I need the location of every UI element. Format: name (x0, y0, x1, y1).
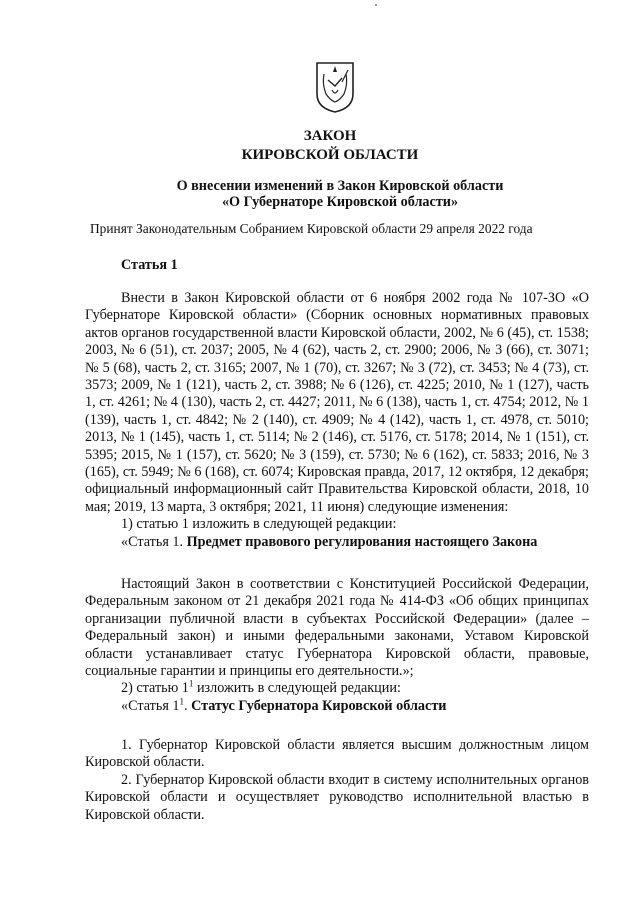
region-title: КИРОВСКОЙ ОБЛАСТИ (241, 147, 419, 163)
amendment-intro: Внести в Закон Кировской области от 6 ноября 2002 года № 107-ЗО «О Губернаторе Кировской области» (Сборник основных нормативных правовых актов органов государственной власти Кировской области, 2002, № 6 (45), ст. 1538; 2003, № 6 (51), ст. 2037; 2005, № 4 (62), часть 2, ст. 2900; 2006, № 3 (66), ст. 3071; № 5 (68), часть 2, ст. 3165; 2007, № 1 (70), ст. 3267; № 3 (72), ст. 3453; № 4 (73), ст. 3573; 2009, № 1 (121), часть 2, ст. 3988; № 6 (126), ст. 4225; 2010, № 1 (127), часть 1, ст. 4261; № 4 (130), часть 2, ст. 4427; 2011, № 6 (138), часть 1, ст. 4754; 2012, № 1 (139), часть 1, ст. 4842; № 2 (140), ст. 4909; № 4 (142), часть 1, ст. 4978, ст. 5010; 2013, № 1 (145), часть 1, ст. 5114; № 2 (146), ст. 5176, ст. 5178; 2014, № 1 (151), ст. 5395; 2015, № 1 (157), ст. 5620; № 3 (159), ст. 5730; № 6 (162), ст. 5833; 2016, № 3 (165), ст. 5949; № 6 (168), ст. 6074; Кировская правда, 2017, 12 октября, 12 декабря; официальный информационный сайт Правительства Кировской области, 2018, 10 мая; 2019, 13 марта, 3 октября; 2021, 11 июня) следующие изменения: (85, 290, 589, 515)
law-subject-line2: «О Губернаторе Кировской области» (221, 194, 459, 210)
governor-status-point-2: 2. Губернатор Кировской области входит в систему исполнительных органов Кировской области и осуществляет руководство исполнительной властью в Кировской области. (85, 771, 589, 823)
amendment-item-2 (85, 680, 589, 697)
law-subject (150, 178, 530, 210)
law-title: ЗАКОН (303, 128, 357, 144)
article-1-text: Настоящий Закон в соответствии с Конституцией Российской Федерации, Федеральным законом от 21 декабря 2021 года № 414-ФЗ «Об общих принципах организации публичной власти в субъектах Российской Федерации» (далее – Федеральный закон) и иными федеральными законами, Уставом Кировской области устанавливает статус Губернатора Кировской области, правовые, социальные гарантии и принципы его деятельности.»; (85, 576, 589, 680)
article-heading: Статья 1 (121, 257, 178, 273)
quoted-article-1-1-heading (85, 698, 589, 715)
amendment-item-1: 1) статью 1 изложить в следующей редакции: (121, 516, 397, 533)
quote-prefix: «Статья 1. (121, 533, 187, 550)
scan-speck (375, 4, 377, 6)
article-body-continued (85, 576, 589, 715)
quote2-prefix: «Статья 1 (121, 697, 180, 714)
item2-suffix: изложить в следующей редакции: (193, 680, 401, 697)
article-body-final (85, 737, 589, 824)
quote2-sup: 1 (179, 696, 185, 707)
quote2-dot: . (184, 697, 192, 714)
quote-title: Предмет правового регулирования настоящего Закона (186, 533, 538, 550)
coat-of-arms-icon (314, 60, 356, 114)
item2-sup: 1 (188, 678, 194, 689)
article-body (85, 290, 589, 551)
quoted-article-1-heading (85, 534, 589, 551)
governor-status-point-1: 1. Губернатор Кировской области является высшим должностным лицом Кировской области. (85, 737, 589, 771)
adoption-note: Принят Законодательным Собранием Кировской области 29 апреля 2022 года (90, 221, 533, 236)
law-subject-line1: О внесении изменений в Закон Кировской области (176, 178, 504, 194)
quote2-title: Статус Губернатора Кировской области (191, 697, 447, 714)
item2-prefix: 2) статью 1 (121, 680, 189, 697)
